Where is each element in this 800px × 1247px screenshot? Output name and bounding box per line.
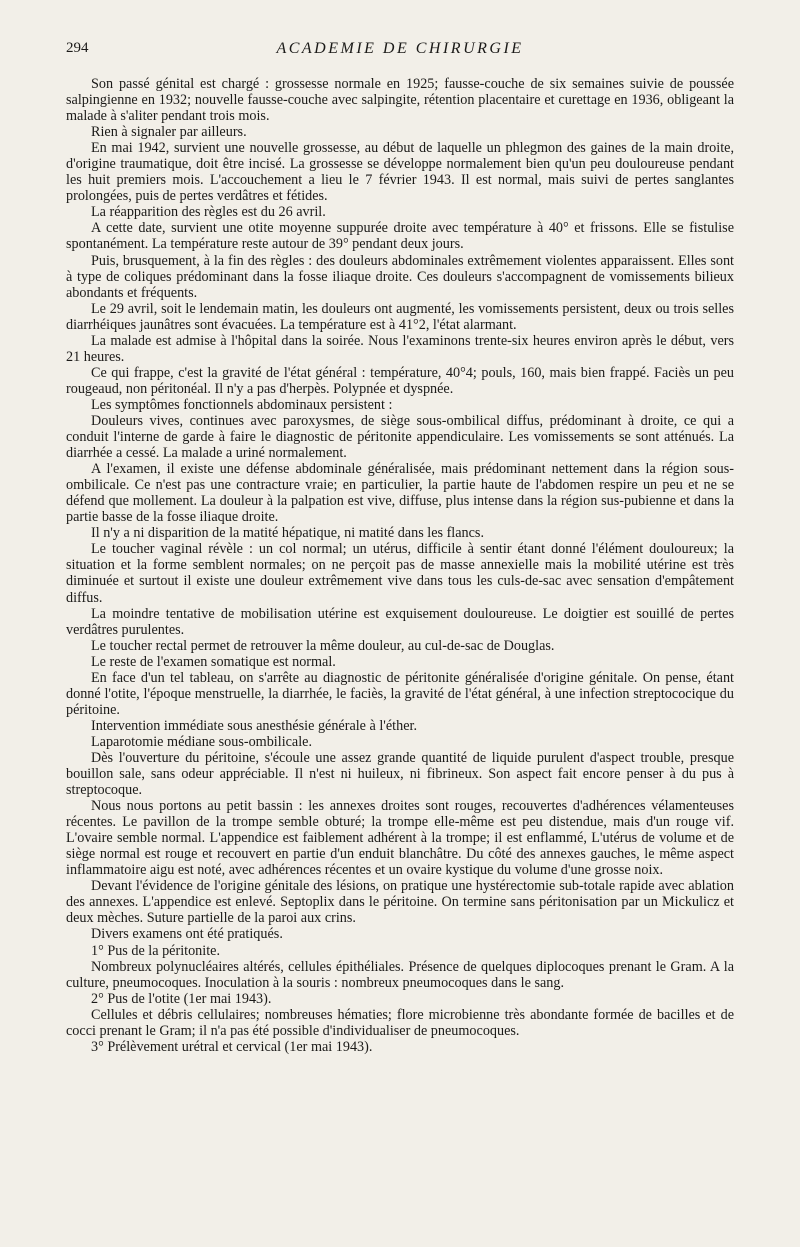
paragraph: Cellules et débris cellulaires; nombreuses hématies; flore microbienne très abondante formée de bacilles et de cocci prenant le Gram; il n'a pas été possible d'individualiser de pneumocoques. — [66, 1006, 734, 1039]
paragraph: Nous nous portons au petit bassin : les annexes droites sont rouges, recouvertes d'adhérences vélamenteuses récentes. Le pavillon de la trompe semble obturé; la trompe elle-même est peu distendue, mais d'un rouge vif. L'ovaire semble normal. L'appendice est faiblement adhérent à la trompe; il est enflammé, L'utérus de volume et de siège normal est rouge et recouvert en partie d'un enduit blanchâtre. Du côté des annexes gauches, le même aspect inflammatoire aigu est noté, avec adhérences récentes et un ovaire kystique du volume d'une grosse noix. — [66, 798, 734, 879]
page-number: 294 — [66, 40, 89, 56]
paragraph: Son passé génital est chargé : grossesse normale en 1925; fausse-couche de six semaines suivie de poussée salpingienne en 1932; nouvelle fausse-couche avec salpingite, rétention placentaire et curettage en 1936, obligeant la malade à s'aliter pendant trois mois. — [66, 76, 734, 125]
paragraph: A cette date, survient une otite moyenne suppurée droite avec température à 40° et frissons. Elle se fistulise spontanément. La température reste autour de 39° pendant deux jours. — [66, 220, 734, 253]
paragraph: Nombreux polynucléaires altérés, cellules épithéliales. Présence de quelques diplocoques prenant le Gram. A la culture, pneumocoques. Inoculation à la souris : nombreux pneumocoques dans le sang. — [66, 958, 734, 991]
paragraph: 3° Prélèvement urétral et cervical (1er mai 1943). — [91, 1038, 373, 1055]
paragraph: Devant l'évidence de l'origine génitale des lésions, on pratique une hystérectomie sub-totale rapide avec ablation des annexes. L'appendice est enlevé. Septoplix dans le péritoine. On termine sans péritonisation par un Mickulicz et deux mèches. Suture partielle de la paroi aux crins. — [66, 878, 734, 927]
paragraph: 2° Pus de l'otite (1er mai 1943). — [91, 990, 272, 1007]
paragraph: La moindre tentative de mobilisation utérine est exquisement douloureuse. Le doigtier est souillé de pertes verdâtres purulentes. — [66, 605, 734, 638]
paragraph: La réapparition des règles est du 26 avril. — [91, 204, 326, 221]
paragraph: La malade est admise à l'hôpital dans la soirée. Nous l'examinons trente-six heures environ après le début, vers 21 heures. — [66, 332, 734, 365]
body-text — [66, 76, 734, 1055]
paragraph: Le toucher rectal permet de retrouver la même douleur, au cul-de-sac de Douglas. — [91, 637, 555, 654]
paragraph: Le 29 avril, soit le lendemain matin, les douleurs ont augmenté, les vomissements persistent, deux ou trois selles diarrhéiques jaunâtres sont évacuées. La température est à 41°2, l'état alarmant. — [66, 300, 734, 333]
paragraph: Le toucher vaginal révèle : un col normal; un utérus, difficile à sentir étant donné l'élément douloureux; la situation et la forme semblent normales; on ne perçoit pas de masse annexielle mais la mobilité utérine est très diminuée et surtout il existe une douleur extrêmement vive dans tous les culs-de-sac avec sensation d'empâtement diffus. — [66, 541, 734, 606]
paragraph: Laparotomie médiane sous-ombilicale. — [91, 733, 313, 750]
paragraph: Ce qui frappe, c'est la gravité de l'état général : température, 40°4; pouls, 160, mais bien frappé. Faciès un peu rougeaud, non péritonéal. Il n'y a pas d'herpès. Polypnée et dyspnée. — [66, 364, 734, 397]
paragraph: En face d'un tel tableau, on s'arrête au diagnostic de péritonite généralisée d'origine génitale. On pense, étant donné l'otite, l'époque menstruelle, la diarrhée, le faciès, la gravité de l'état général, à une infection streptococique du péritoine. — [66, 669, 734, 718]
page-header — [66, 40, 734, 64]
paragraph: Le reste de l'examen somatique est normal. — [91, 653, 336, 670]
paragraph: Divers examens ont été pratiqués. — [91, 926, 283, 943]
paragraph: Rien à signaler par ailleurs. — [91, 124, 247, 141]
paragraph: Dès l'ouverture du péritoine, s'écoule une assez grande quantité de liquide purulent d'aspect trouble, presque bouillon sale, sans odeur appréciable. Il n'est ni huileux, ni fibrineux. Son aspect fait encore penser à du pus à streptocoque. — [66, 749, 734, 799]
paragraph: En mai 1942, survient une nouvelle grossesse, au début de laquelle un phlegmon des gaines de la main droite, d'origine traumatique, doit être incisé. La grossesse se développe normalement bien qu'un peu douloureuse pendant les huit premiers mois. L'accouchement a lieu le 7 février 1943. Il est normal, mais suivi de pertes sanglantes prolongées, puis de pertes verdâtres et fétides. — [66, 140, 734, 205]
paragraph: Douleurs vives, continues avec paroxysmes, de siège sous-ombilical diffus, prédominant à droite, ce qui a conduit l'interne de garde à faire le diagnostic de péritonite appendiculaire. Les vomissements se sont atténués. La diarrhée a cessé. La malade a uriné normalement. — [66, 412, 734, 462]
paragraph: Puis, brusquement, à la fin des règles : des douleurs abdominales extrêmement violentes apparaissent. Elles sont à type de coliques prédominant dans la fosse iliaque droite. Ces douleurs s'accompagnent de vomissements bilieux abondants et fréquents. — [66, 252, 734, 301]
paragraph: Il n'y a ni disparition de la matité hépatique, ni matité dans les flancs. — [91, 525, 484, 542]
running-title: ACADEMIE DE CHIRURGIE — [276, 40, 524, 57]
paragraph: Intervention immédiate sous anesthésie générale à l'éther. — [91, 717, 417, 734]
paragraph: 1° Pus de la péritonite. — [91, 942, 221, 959]
paragraph: Les symptômes fonctionnels abdominaux persistent : — [91, 396, 393, 413]
paragraph: A l'examen, il existe une défense abdominale généralisée, mais prédominant nettement dans la région sous-ombilicale. Ce n'est pas une contracture vraie; en particulier, la partie haute de l'abdomen respire un peu et ne se défend que mollement. La douleur à la palpation est vive, diffuse, plus intense dans la région sus-pubienne et dans la partie basse de la fosse iliaque droite. — [66, 461, 734, 526]
